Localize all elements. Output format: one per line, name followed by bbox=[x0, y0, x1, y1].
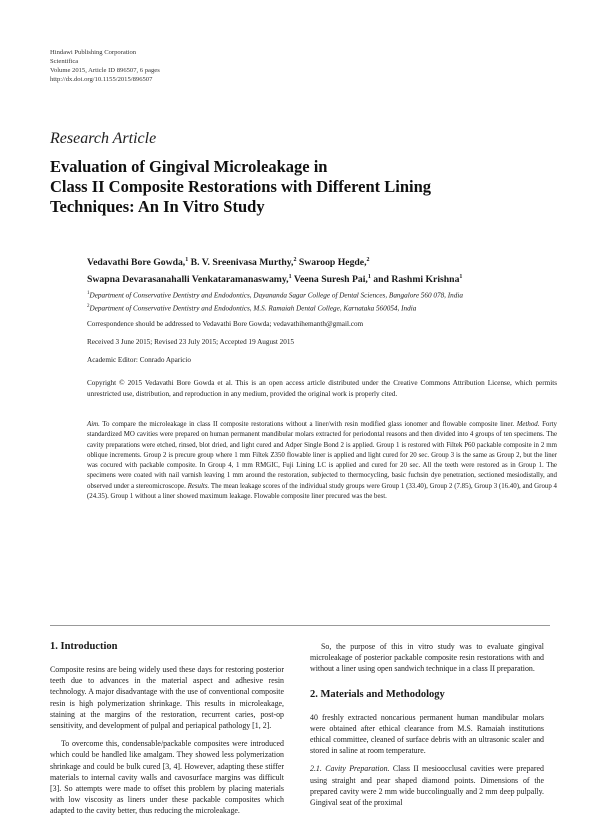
author-5: Veena Suresh Pai, bbox=[291, 274, 368, 286]
introduction-paragraph-1: Composite resins are being widely used these days for restoring posterior teeth due to advances in the material aspect and adhesive resin technology. A major disadvantage with the use of conventional composite resin is high polymerization shrinkage. This results in microleakage, staining at the margins of the restoration, recurrent caries, post-op sensitivity, and development of pulpal and periapical pathology [1, 2]. bbox=[50, 665, 284, 731]
author-2-affil: 2 bbox=[293, 257, 297, 263]
article-type: Research Article bbox=[50, 130, 157, 147]
author-6: and Rashmi Krishna bbox=[370, 274, 460, 286]
right-column bbox=[310, 641, 544, 815]
volume-info: Volume 2015, Article ID 896507, 6 pages bbox=[50, 67, 160, 74]
section-divider bbox=[50, 625, 550, 626]
author-3: Swaroop Hegde, bbox=[296, 257, 367, 269]
author-6-affil: 1 bbox=[459, 274, 463, 281]
author-list bbox=[87, 253, 462, 287]
doi-link[interactable]: http://dx.doi.org/10.1155/2015/896507 bbox=[50, 76, 153, 83]
journal-header bbox=[50, 48, 160, 84]
introduction-paragraph-2: To overcome this, condensable/packable composites were introduced which could be handled like amalgam. They showed less polymerization shrinkage and could be bulk cured [3, 4]. However, adapting these stiffer materials to internal cavity walls and cavosurface margins was difficult [3]. So attempts were made to offset this problem by placing materials with low viscosity as liners under these packable composites which adapted to the cavity better, thus reducing the microleakage. bbox=[50, 739, 284, 816]
affiliation-1 bbox=[87, 288, 463, 301]
publisher: Hindawi Publishing Corporation bbox=[50, 49, 137, 56]
cavity-preparation-paragraph bbox=[310, 763, 544, 808]
author-4: Swapna Devarasanahalli Venkataramanaswamy, bbox=[87, 274, 289, 286]
left-column bbox=[50, 641, 284, 824]
abstract-results: The mean leakage scores of the individual study groups were Group 1 (33.40), Group 2 (7.85), Group 3 (16.40), and Group 4 (24.35). Group 1 without a liner showed maximum leakage. Flowable composite liner precured was the best. bbox=[87, 482, 557, 501]
cavity-preparation-label: 2.1. Cavity Preparation. bbox=[310, 764, 390, 774]
affiliation-1-text: Department of Conservative Dentistry and Endodontics, Dayananda Sagar College of Dental Sciences, Bangalore 560 078, India bbox=[89, 291, 463, 300]
abstract-method-label: Method. bbox=[516, 421, 540, 428]
cavity-preparation-text: Class II mesioocclusal cavities were prepared using straight and pear shaped diamond points. Dimensions of the prepared cavity were 2 mm wide buccolingually and 2 mm deep pulpally. Gingival seat of the proximal bbox=[310, 764, 544, 808]
title-line-1: Evaluation of Gingival Microleakage in bbox=[50, 157, 328, 176]
author-1: Vedavathi Bore Gowda, bbox=[87, 257, 186, 269]
methodology-heading: 2. Materials and Methodology bbox=[310, 688, 445, 700]
affiliation-1-mark: 1 bbox=[87, 291, 90, 296]
abstract-method: Forty standardized MO cavities were prepared on human permanent mandibular molars extracted for periodontal reasons and then divided into 4 groups of ten specimens. The cavity preparations were etched, rinsed, blot dried, and light cured and Adper Single Bond 2 is applied. Group 1 is restored with Filtek P60 packable composite in 2 mm oblique increments. Group 2 is precure group where 1 mm Filtek Z350 flowable liner is applied and light cured for 20 sec. Group 3 is the same as Group 2, but the liner was cocured with packable composite. In Group 4, 1 mm RMGIC, Fuji Lining LC is applied and cured for 20 sec. All the teeth were restored as in Group 1. The specimens were coated with nail varnish leaving 1 mm around the restoration, subjected to thermocycling, basic fuchsin dye penetration, sectioned mesiodistally, and observed under a stereomicroscope. bbox=[87, 421, 557, 490]
author-5-affil: 1 bbox=[367, 274, 371, 281]
journal-name: Scientifica bbox=[50, 58, 79, 65]
abstract bbox=[87, 420, 557, 502]
affiliation-2 bbox=[87, 301, 463, 314]
author-1-affil: 1 bbox=[185, 257, 189, 263]
purpose-paragraph: So, the purpose of this in vitro study was to evaluate gingival microleakage of posterior packable composite resin restorations with and without a liner using open sandwich technique in a class II preparation. bbox=[310, 642, 544, 674]
correspondence: Correspondence should be addressed to Vedavathi Bore Gowda; vedavathihemanth@gmail.com bbox=[87, 320, 364, 328]
affiliation-2-mark: 2 bbox=[87, 304, 90, 310]
copyright-notice: Copyright © 2015 Vedavathi Bore Gowda et al. This is an open access article distributed under the Creative Commons Attribution License, which permits unrestricted use, distribution, and reproduction in any medium, provided the original work is properly cited. bbox=[87, 379, 557, 398]
author-line-1 bbox=[87, 253, 462, 270]
received-dates: Received 3 June 2015; Revised 23 July 2015; Accepted 19 August 2015 bbox=[87, 338, 295, 346]
abstract-aim-label: Aim. bbox=[87, 421, 100, 428]
author-3-affil: 2 bbox=[366, 257, 370, 263]
author-2: B. V. Sreenivasa Murthy, bbox=[188, 257, 294, 269]
title-line-2: Class II Composite Restorations with Different Lining bbox=[50, 177, 432, 196]
abstract-aim: To compare the microleakage in class II composite restorations without a liner/with resin modified glass ionomer and flowable composite liner. bbox=[99, 421, 517, 428]
title-line-3: Techniques: An In Vitro Study bbox=[50, 197, 265, 216]
affiliations bbox=[87, 288, 463, 315]
paper-title bbox=[50, 157, 570, 217]
academic-editor: Academic Editor: Conrado Aparicio bbox=[87, 356, 191, 364]
author-4-affil: 1 bbox=[288, 274, 292, 281]
abstract-results-label: Results. bbox=[187, 482, 210, 490]
author-line-2 bbox=[87, 270, 462, 287]
introduction-heading: 1. Introduction bbox=[50, 641, 118, 652]
affiliation-2-text: Department of Conservative Dentistry and Endodontics, M.S. Ramaiah Dental College, Karnataka 560054, India bbox=[89, 304, 417, 313]
methodology-paragraph: 40 freshly extracted noncarious permanent human mandibular molars were obtained after ethical clearance from M.S. Ramaiah institutions ethical committee, cleaned of surface debris with an ultrasonic scaler and stored in saline at room temperature. bbox=[310, 712, 544, 756]
